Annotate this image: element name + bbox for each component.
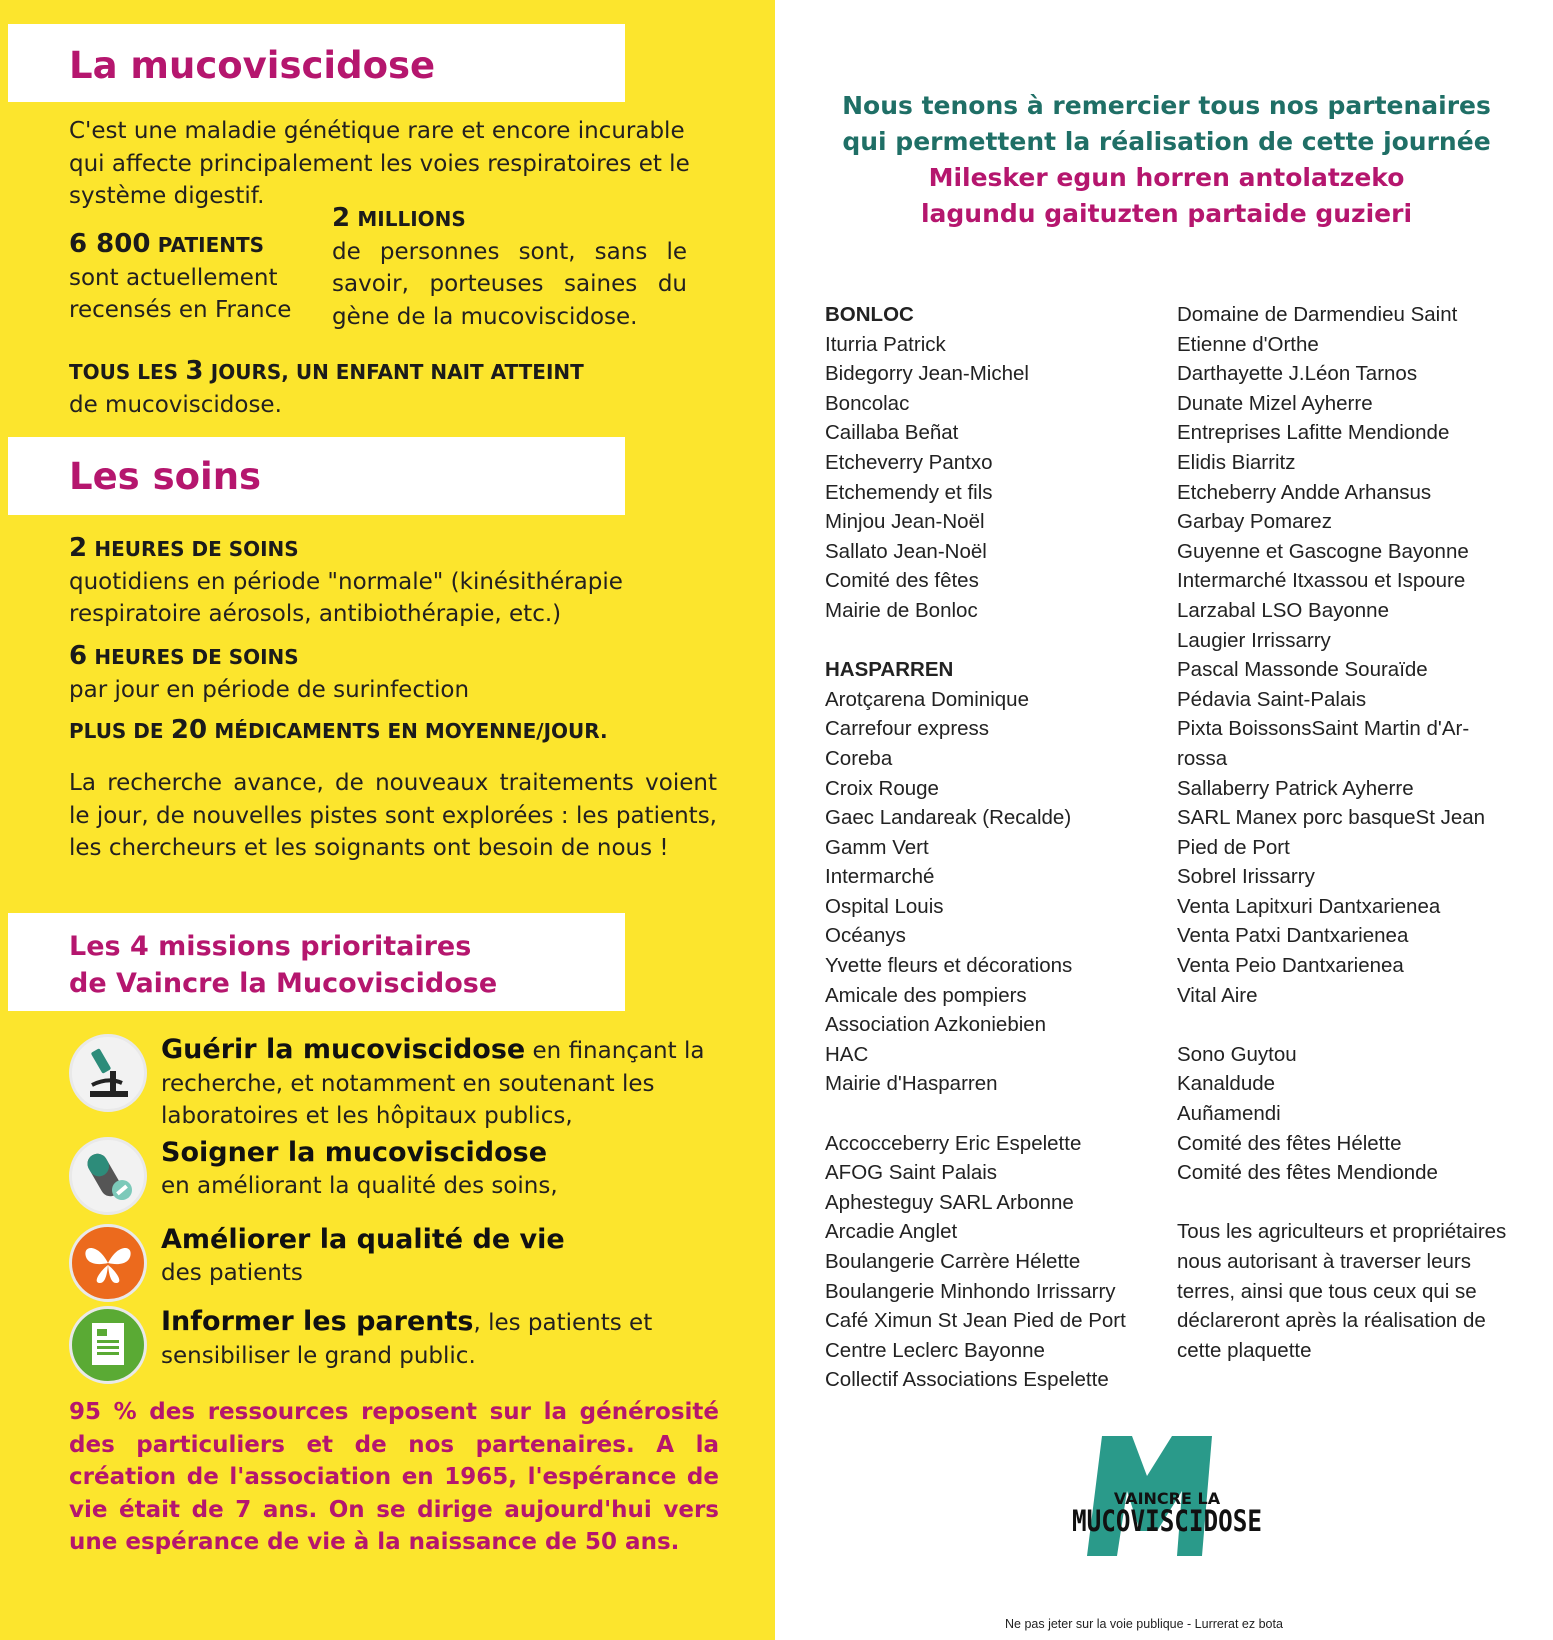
partner-name: Boulangerie Carrère Hélette (825, 1250, 1081, 1273)
partner-name: Sallato Jean-Noël (825, 539, 987, 563)
section-title: de Vaincre la Mucoviscidose (69, 968, 498, 999)
partner-name: Arcadie Anglet (825, 1220, 958, 1244)
partner-name: Sobrel Irissarry (1177, 865, 1315, 889)
partner-name: Croix Rouge (825, 776, 939, 800)
town-heading: BONLOC (825, 303, 914, 326)
mission-rest: , les patients et sensibiliser le grand public. (161, 1310, 653, 1369)
partner-name: Coreba (825, 746, 893, 770)
microscope-icon (69, 1034, 147, 1112)
partners-column-1 (825, 300, 1145, 1395)
partner-name: Comité des fêtes Hélette (1177, 1131, 1402, 1155)
partner-name: Kanaldude (1177, 1072, 1276, 1096)
section-title: La mucoviscidose (69, 44, 436, 87)
mission-text (161, 1137, 741, 1202)
partner-name: Tous les agriculteurs et propriétaires (1177, 1220, 1507, 1244)
partner-name: Bidegorry Jean-Michel (825, 362, 1029, 386)
partner-name: rossa (1177, 746, 1228, 770)
partner-name: Boulangerie Minhondo Irrissarry (825, 1279, 1116, 1303)
mission-rest: en améliorant la qualité des soins, (161, 1172, 558, 1199)
mission-lead: Améliorer la qualité de vie (161, 1224, 565, 1255)
caps-text: JOURS, UN ENFANT NAIT ATTEINT (210, 360, 584, 384)
partner-list (1177, 1217, 1537, 1365)
caps-number: 3 (185, 356, 204, 386)
partner-name: Centre Leclerc Bayonne (825, 1338, 1045, 1362)
partner-name: Venta Peio Dantxarienea (1177, 954, 1404, 978)
partner-name: AFOG Saint Palais (825, 1161, 998, 1185)
intro-text: C'est une maladie génétique rare et encore incurable qui affecte principalement les voies respiratoires et le système digestif. (69, 118, 690, 209)
document-icon (69, 1306, 147, 1384)
plain-text: quotidiens en période "normale" (kinésithérapie respiratoire aérosols, antibiothérapie, etc.) (69, 568, 623, 627)
partner-name: Pédavia Saint-Palais (1177, 687, 1367, 711)
left-panel (0, 0, 775, 1640)
partner-name: Mairie de Bonloc (825, 598, 978, 622)
partner-name: Elidis Biarritz (1177, 450, 1296, 474)
partner-list (825, 685, 1145, 1099)
caps-text: TOUS LES (69, 360, 179, 384)
partner-name: Boncolac (825, 391, 910, 415)
town-heading: HASPARREN (825, 658, 954, 682)
spacer (1177, 1010, 1537, 1040)
partner-name: SARL Manex porc basqueSt Jean (1177, 806, 1486, 830)
partner-name: Océanys (825, 924, 906, 948)
caps-text: HEURES DE SOINS (94, 537, 299, 561)
vaincre-logo (1062, 1436, 1272, 1556)
partner-name: Caillaba Beñat (825, 421, 959, 445)
mission-lead: Guérir la mucoviscidose (161, 1034, 526, 1065)
partners-column-2 (1177, 300, 1537, 1365)
partner-name: Pixta BoissonsSaint Martin d'Ar- (1177, 717, 1470, 741)
plain-text: par jour en période de surinfection (69, 676, 470, 703)
stat-caps: MILLIONS (357, 207, 466, 231)
section-banner (8, 913, 625, 1011)
thanks-line: Milesker egun horren antolatzeko (928, 163, 1405, 192)
partner-name: Venta Lapitxuri Dantxarienea (1177, 894, 1441, 918)
pill-icon (69, 1137, 147, 1215)
mission-rest: des patients (161, 1259, 303, 1286)
caps-text: PLUS DE (69, 719, 164, 743)
thanks-heading (780, 88, 1553, 232)
partner-name: Guyenne et Gascogne Bayonne (1177, 539, 1469, 563)
caps-number: 6 (69, 641, 88, 671)
research-text: La recherche avance, de nouveaux traitements voient le jour, de nouvelles pistes sont explorées : les patients, les chercheurs et les soignants ont besoin de nous ! (69, 770, 717, 861)
stat-patients (69, 228, 319, 327)
every-3-days (69, 355, 729, 421)
spacer (825, 626, 1145, 656)
stat-number: 2 (332, 203, 351, 233)
partner-name: Etcheverry Pantxo (825, 450, 993, 474)
partner-name: Accocceberry Eric Espelette (825, 1131, 1082, 1155)
partner-name: Domaine de Darmendieu Saint (1177, 303, 1458, 326)
partner-name: HAC (825, 1042, 869, 1066)
stat-text: sont actuellement recensés en France (69, 264, 292, 323)
partner-name: Entreprises Lafitte Mendionde (1177, 421, 1450, 445)
spacer (1177, 1188, 1537, 1218)
partner-name: Gamm Vert (825, 835, 929, 859)
butterfly-icon (69, 1224, 147, 1302)
partner-name: nous autorisant à traverser leurs (1177, 1250, 1471, 1273)
partner-name: Ospital Louis (825, 894, 944, 918)
partner-name: Laugier Irrissarry (1177, 628, 1331, 652)
footer-note: Ne pas jeter sur la voie publique - Lurrerat ez bota (1005, 1617, 1283, 1631)
section-banner (8, 24, 625, 102)
resources-text: 95 % des ressources reposent sur la générosité des particuliers et de nos partenaires. A la création de l'association en 1965, l'espérance de vie était de 7 ans. On se dirige aujourd'hui vers une espérance de vie à la naissance de 50 ans. (69, 1399, 719, 1555)
partner-name: Larzabal LSO Bayonne (1177, 598, 1389, 622)
partner-name: Minjou Jean-Noël (825, 510, 985, 534)
partner-name: Sono Guytou (1177, 1042, 1297, 1066)
partner-name: Aphesteguy SARL Arbonne (825, 1190, 1074, 1214)
partner-list (825, 1129, 1145, 1395)
caps-number: 20 (170, 715, 208, 745)
caps-number: 2 (69, 533, 88, 563)
mission-item (69, 1137, 729, 1227)
mission-text (161, 1306, 741, 1372)
caps-text: MÉDICAMENTS EN MOYENNE/JOUR. (214, 719, 608, 743)
partner-name: Carrefour express (825, 717, 990, 741)
partner-name: Auñamendi (1177, 1102, 1281, 1126)
partner-name: Venta Patxi Dantxarienea (1177, 924, 1409, 948)
thanks-line: lagundu gaituzten partaide guzieri (920, 199, 1413, 228)
partner-name: Café Ximun St Jean Pied de Port (825, 1309, 1126, 1333)
partner-name: Iturria Patrick (825, 332, 946, 356)
mission-lead: Soigner la mucoviscidose (161, 1137, 548, 1168)
partner-name: Sallaberry Patrick Ayherre (1177, 776, 1414, 800)
thanks-line: qui permettent la réalisation de cette journée (842, 127, 1491, 156)
mission-rest: en finançant la recherche, et notamment en soutenant les laboratoires et les hôpitaux publics, (161, 1038, 705, 1129)
thanks-line: Nous tenons à remercier tous nos partenaires (842, 91, 1491, 120)
partner-name: Darthayette J.Léon Tarnos (1177, 362, 1418, 386)
partner-name: Amicale des pompiers (825, 983, 1027, 1007)
partner-name: Collectif Associations Espelette (825, 1368, 1109, 1392)
partner-list (1177, 1040, 1537, 1188)
partner-list (825, 330, 1145, 626)
partner-name: Arotçarena Dominique (825, 687, 1029, 711)
partner-name: Vital Aire (1177, 983, 1258, 1007)
partner-name: Pascal Massonde Souraïde (1177, 658, 1428, 682)
mission-text (161, 1034, 741, 1133)
partner-name: Mairie d'Hasparren (825, 1072, 998, 1096)
section-title: Les 4 missions prioritaires (69, 931, 472, 962)
stat-text: de personnes sont, sans le savoir, porteuses saines du gène de la mucoviscidose. (332, 238, 687, 330)
partner-name: Comité des fêtes Mendionde (1177, 1161, 1438, 1185)
partner-name: terres, ainsi que tous ceux qui se (1177, 1279, 1477, 1303)
partner-name: Dunate Mizel Ayherre (1177, 391, 1373, 415)
section-title: Les soins (69, 455, 262, 498)
section-banner (8, 437, 625, 515)
partner-name: Garbay Pomarez (1177, 510, 1332, 534)
partner-name: Pied de Port (1177, 835, 1290, 859)
partner-name: Etchemendy et fils (825, 480, 993, 504)
partner-name: Gaec Landareak (Recalde) (825, 806, 1072, 830)
spacer (825, 1099, 1145, 1129)
mission-lead: Informer les parents (161, 1306, 474, 1337)
caps-text: HEURES DE SOINS (94, 645, 299, 669)
logo-line2: MUCOVISCIDOSE (1072, 1504, 1262, 1538)
partner-name: Comité des fêtes (825, 569, 979, 593)
partner-name: Yvette fleurs et décorations (825, 954, 1073, 978)
care-item (69, 640, 729, 706)
partner-name: Intermarché (825, 865, 935, 889)
mission-text (161, 1224, 741, 1289)
plain-text: de mucoviscidose. (69, 391, 282, 418)
partner-name: déclareront après la réalisation de (1177, 1309, 1486, 1333)
partner-name: Etcheberry Andde Arhansus (1177, 480, 1432, 504)
mission-item (69, 1306, 729, 1396)
logo-line1: VAINCRE LA (1113, 1489, 1221, 1508)
mission-item (69, 1034, 729, 1129)
mission-item (69, 1224, 729, 1314)
partner-name: Association Azkoniebien (825, 1013, 1047, 1037)
care-item (69, 714, 749, 748)
partner-name: Intermarché Itxassou et Ispoure (1177, 569, 1466, 593)
care-item (69, 532, 729, 631)
partner-name: Etienne d'Orthe (1177, 332, 1319, 356)
stat-millions (332, 202, 687, 333)
stat-caps: PATIENTS (157, 233, 265, 257)
stat-number: 6 800 (69, 229, 151, 259)
partner-name: cette plaquette (1177, 1338, 1312, 1362)
partner-list (1177, 300, 1537, 1010)
